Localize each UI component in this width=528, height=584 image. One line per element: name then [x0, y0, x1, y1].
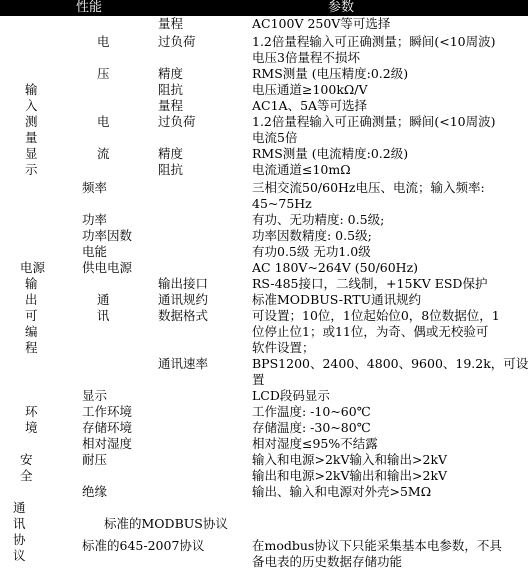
supply-label: 供电电源 [82, 260, 133, 275]
i-overload-value-1: 1.2倍量程输入可正确测量；瞬间(<10周波) [252, 114, 496, 129]
group-input-char-1: 输 [25, 82, 38, 97]
group-output-char-5: 程 [25, 340, 38, 355]
flow-label: 流 [97, 146, 110, 161]
humidity-label: 相对湿度 [82, 436, 133, 451]
group-output-char-1: 输 [25, 276, 38, 291]
baud-value-1: BPS1200、2400、4800、9600、19.2k，可设 [252, 356, 528, 371]
current-label: 电 [97, 114, 110, 129]
comm-label-xun: 讯 [97, 308, 110, 323]
baud-label: 通讯速率 [158, 356, 209, 371]
display-label: 显示 [82, 388, 108, 403]
i-accuracy-value: RMS测量 (电流精度:0.2级) [252, 146, 409, 161]
energy-value: 有功0.5级 无功1.0级 [252, 244, 371, 259]
display-value: LCD段码显示 [252, 388, 330, 403]
group-env-char-2: 境 [25, 420, 38, 435]
withstand-value-2: 输出和电源>2kV输出和输出>2kV [252, 468, 448, 483]
data-format-value-3: 软件设置； [252, 340, 315, 355]
header-parameters: 参数 [328, 0, 355, 15]
storage-env-label: 存储环境 [82, 420, 133, 435]
storage-env-value: 存储温度: -30~80℃ [252, 420, 371, 435]
frequency-value-2: 45~75Hz [252, 196, 312, 211]
i-impedance-value: 电流通道≤10mΩ [252, 162, 351, 177]
group-input-char-4: 量 [25, 130, 38, 145]
group-input-char-5: 显 [25, 146, 38, 161]
frequency-value-1: 三相交流50/60Hz电压、电流；输入频率: [252, 180, 485, 195]
group-proto-char-3: 协 [13, 532, 26, 547]
std645-value-2: 备电表的历史数据存储功能 [252, 554, 403, 569]
group-input-char-6: 示 [25, 162, 38, 177]
pressure-label: 压 [97, 66, 110, 81]
withstand-label: 耐压 [82, 452, 108, 467]
data-format-label: 数据格式 [158, 308, 209, 323]
out-port-label: 输出接口 [158, 276, 209, 291]
group-output-char-3: 可 [25, 308, 38, 323]
power-value: 有功、无功精度: 0.5级; [252, 212, 385, 227]
comm-proto-label: 通讯规约 [158, 292, 209, 307]
group-safety-char-1: 安 [20, 452, 33, 467]
std645-label: 标准的645-2007协议 [82, 538, 205, 553]
data-format-value-1: 可设置；10位，1位起始位0，8位数据位，1 [252, 308, 500, 323]
i-overload-label: 过负荷 [158, 114, 196, 129]
i-range-value: AC1A、5A等可选择 [252, 98, 368, 113]
group-proto-char-2: 讯 [13, 516, 26, 531]
v-impedance-value: 电压通道≥100kΩ/V [252, 82, 368, 97]
group-input-char-3: 测 [25, 114, 38, 129]
group-output-char-4: 编 [25, 324, 38, 339]
group-proto-char-4: 议 [13, 548, 26, 563]
v-range-value: AC100V 250V等可选择 [252, 16, 391, 31]
work-env-value: 工作温度: -10~60℃ [252, 404, 371, 419]
baud-value-2: 置 [252, 372, 265, 387]
withstand-value-1: 输入和电源>2kV输入和输出>2kV [252, 452, 448, 467]
group-output-char-2: 出 [25, 292, 38, 307]
energy-label: 电能 [82, 244, 108, 259]
power-supply-group-label: 电源 [20, 260, 46, 275]
power-factor-value: 功率因数精度: 0.5级; [252, 228, 372, 243]
v-accuracy-value: RMS测量 (电压精度:0.2级) [252, 66, 409, 81]
out-port-value: RS-485接口，二线制，+15KV ESD保护 [252, 276, 488, 291]
insulation-label: 绝缘 [82, 484, 108, 499]
power-factor-label: 功率因数 [82, 228, 133, 243]
data-format-value-2: 位停止位1；或11位，为奇、偶或无校验可 [252, 324, 489, 339]
i-range-label: 量程 [158, 98, 184, 113]
comm-proto-value: 标准MODBUS-RTU通讯规约 [252, 292, 422, 307]
frequency-label: 频率 [82, 180, 108, 195]
std645-value-1: 在modbus协议下只能采集基本电参数，不具 [252, 538, 502, 553]
v-impedance-label: 阻抗 [158, 82, 184, 97]
table-header [0, 0, 528, 16]
group-env-char-1: 环 [25, 404, 38, 419]
v-accuracy-label: 精度 [158, 66, 184, 81]
v-overload-label: 过负荷 [158, 34, 196, 49]
work-env-label: 工作环境 [82, 404, 133, 419]
power-label: 功率 [82, 212, 108, 227]
humidity-value: 相对湿度≤95%不结露 [252, 436, 378, 451]
i-impedance-label: 阻抗 [158, 162, 184, 177]
group-proto-char-1: 通 [13, 500, 26, 515]
comm-label-tong: 通 [97, 292, 110, 307]
i-accuracy-label: 精度 [158, 146, 184, 161]
voltage-label: 电 [97, 34, 110, 49]
v-range-label: 量程 [158, 16, 184, 31]
i-overload-value-2: 电流5倍 [252, 130, 298, 145]
group-safety-char-2: 全 [20, 468, 33, 483]
insulation-value: 输出、输入和电源对外壳>5MΩ [252, 484, 432, 499]
header-performance: 性能 [76, 0, 103, 15]
modbus-std-label: 标准的MODBUS协议 [104, 516, 228, 531]
v-overload-value-1: 1.2倍量程输入可正确测量；瞬间(<10周波) [252, 34, 496, 49]
v-overload-value-2: 电压3倍量程不损坏 [252, 50, 360, 65]
supply-value: AC 180V~264V (50/60Hz) [252, 260, 419, 275]
group-input-char-2: 入 [25, 98, 38, 113]
